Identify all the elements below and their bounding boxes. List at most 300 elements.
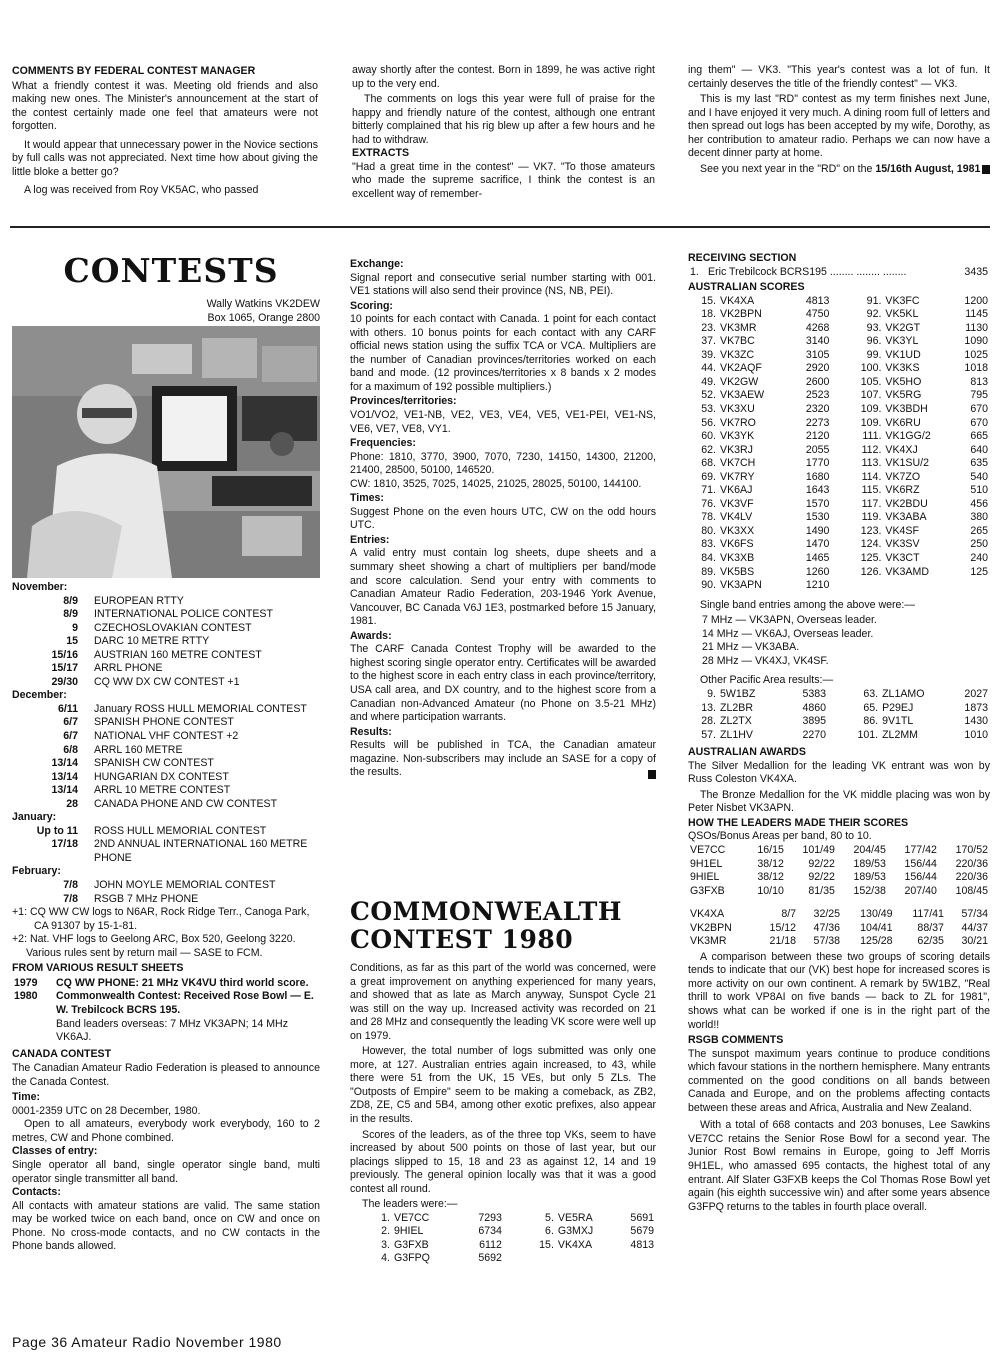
aus-score-cell: 1680 <box>805 470 830 483</box>
aus-score-cell: 456 <box>970 497 988 510</box>
band-score-cell: 152/38 <box>853 884 886 897</box>
aus-score-row <box>688 538 990 552</box>
aus-score-cell: 2273 <box>805 416 830 429</box>
aus-score-cell: 124. <box>860 538 882 551</box>
aus-score-cell: 665 <box>970 430 988 443</box>
aus-score-cell: VK3YK <box>720 430 755 443</box>
leader-cell: 1. <box>381 1211 390 1224</box>
contest-name: CANADA PHONE AND CW CONTEST <box>94 797 278 810</box>
contest-name: SPANISH PHONE CONTEST <box>94 716 234 729</box>
aus-score-cell: VK1UD <box>885 348 921 361</box>
contest-date: 6/7 <box>63 730 78 743</box>
aus-score-cell: VK3AMD <box>885 565 929 578</box>
aus-score-cell: VK7CH <box>720 457 756 470</box>
single-band-item: 28 MHz — VK4XJ, VK4SF. <box>702 654 829 667</box>
fcm-para-7: This is my last "RD" contest as my term finishes next June, and I have enjoyed it very much. A dining room full of letters and then spread out logs has been accepted by my wife, Dorothy, as her contribution to amateur radio. Perhaps we can now have a decent dinner party at home. <box>688 93 990 160</box>
pacific-score-row <box>688 688 990 702</box>
leader-cell: G3FPQ <box>394 1252 430 1265</box>
band-score-cell: 189/53 <box>853 871 886 884</box>
aus-score-row <box>688 322 990 336</box>
fcm-see-you: See you next year in the "RD" on the <box>700 162 873 175</box>
commonwealth-title-2: CONTEST 1980 <box>350 925 574 954</box>
commonwealth-column <box>350 898 656 1266</box>
aus-score-cell: VK2BPN <box>720 308 762 321</box>
aus-score-cell: 37. <box>701 335 716 348</box>
december-row <box>12 771 309 785</box>
operator-photo <box>12 326 320 578</box>
result-1980-text <box>54 990 320 1044</box>
aus-score-cell: 105. <box>860 375 882 388</box>
band-score-cell: 38/12 <box>757 857 784 870</box>
contest-name: HUNGARIAN DX CONTEST <box>94 770 229 783</box>
band-score-cell: 101/49 <box>802 843 835 856</box>
aus-score-row <box>688 457 990 471</box>
result-1979 <box>12 977 320 991</box>
band-score-row <box>688 885 990 899</box>
band-score-row <box>688 908 990 922</box>
fcm-heading: COMMENTS BY FEDERAL CONTEST MANAGER <box>12 65 256 77</box>
frequencies-phone: Phone: 1810, 3770, 3900, 7070, 7230, 14150, 14300, 21200, 21400, 28500, 50100, 146520. <box>350 450 656 477</box>
band-score-cell: 130/49 <box>860 908 893 921</box>
band-score-row <box>688 858 990 872</box>
pacific-score-row <box>688 729 990 743</box>
result-1979-text: CQ WW PHONE: 21 MHz VK4VU third world score. <box>56 976 309 989</box>
aus-score-cell: 670 <box>970 403 988 416</box>
band-score-cell: 16/15 <box>757 843 784 856</box>
pacific-score-cell: 4860 <box>802 701 827 714</box>
november-row <box>12 662 275 676</box>
how-leaders-heading: HOW THE LEADERS MADE THEIR SCORES <box>688 816 909 829</box>
comparison-text: A comparison between these two groups of scoring details tends to indicate that our (VK) best hope for increased scores is more activity on our own continent. A remark by 5W1BZ, "Real thrill to work VP8AI on five bands — back to ZL for 1981", shows what can be worked if one is in the right part of the world!! <box>688 950 990 1031</box>
canada-rules-column <box>350 258 656 781</box>
contest-date: 15 <box>66 635 78 648</box>
aus-score-cell <box>952 579 990 593</box>
leader-cell: 7293 <box>478 1211 502 1224</box>
december-row <box>12 716 309 730</box>
aus-score-cell: VK1SU/2 <box>885 457 929 470</box>
contest-name: CQ WW DX CW CONTEST +1 <box>94 675 240 688</box>
leader-cell: 4. <box>381 1252 390 1265</box>
contest-name: 2ND ANNUAL INTERNATIONAL 160 METRE PHONE <box>94 838 308 864</box>
leader-cell <box>526 1252 556 1266</box>
band-score-cell: 220/36 <box>955 857 988 870</box>
contest-date: 13/14 <box>51 770 78 783</box>
section-divider <box>10 226 990 228</box>
january-schedule <box>12 825 320 866</box>
aus-score-cell: 2320 <box>805 403 830 416</box>
aus-score-cell: 78. <box>701 511 716 524</box>
contest-name: JOHN MOYLE MEMORIAL CONTEST <box>94 879 276 892</box>
single-band-item: 21 MHz — VK3ABA. <box>702 641 800 654</box>
aus-score-cell: VK1GG/2 <box>885 430 931 443</box>
year-1980: 1980 <box>14 990 38 1003</box>
november-row <box>12 608 275 622</box>
contacts-heading: Contacts: <box>12 1186 61 1199</box>
contest-name: January ROSS HULL MEMORIAL CONTEST <box>94 702 307 715</box>
aus-score-cell: 84. <box>701 552 716 565</box>
receiving-rank: 1. <box>690 265 699 278</box>
fcm-para-4: away shortly after the contest. Born in 1899, he was active right up to the very end. <box>352 64 655 90</box>
aus-score-cell: 114. <box>861 470 882 483</box>
aus-score-cell: 640 <box>970 443 988 456</box>
band-score-cell: 92/22 <box>808 857 835 870</box>
rsgb-para-1: The sunspot maximum years continue to produce conditions which favour stations in the northern hemisphere. Many entrants commented on the good conditions on all bands between Canada and Europe, and on the problems affecting contacts between these areas and Africa, Australia and New Zealand. <box>688 1047 990 1114</box>
contest-name: EUROPEAN RTTY <box>94 594 184 607</box>
cw-para-1: Conditions, as far as this part of the world was concerned, were a great improvement on anything experienced for many years, and showed that as late as March anyway, Sunspot Cycle 21 was still on the way up. Increased activity was recorded on 21 and 28 MHz and consequently the leading VK score were well up on 1979. <box>350 962 656 1042</box>
pacific-score-cell: 28. <box>701 715 716 728</box>
november-row <box>12 595 275 609</box>
aus-score-cell: 1260 <box>805 565 830 578</box>
aus-score-row <box>688 484 990 498</box>
band-score-cell: 9HIEL <box>690 871 720 884</box>
aus-score-cell <box>883 579 951 593</box>
provinces-text: VO1/VO2, VE1-NB, VE2, VE3, VE4, VE5, VE1-PEI, VE1-NS, VE6, VE7, VE8, VY1. <box>350 409 656 435</box>
aus-score-cell: 2120 <box>805 430 830 443</box>
band-score-cell: 207/40 <box>904 884 937 897</box>
aus-score-cell: 93. <box>866 321 882 334</box>
leader-cell: 6112 <box>479 1238 502 1251</box>
band-score-cell: 62/35 <box>917 935 944 948</box>
leader-cell: 5692 <box>478 1252 502 1265</box>
december-schedule <box>12 703 309 811</box>
aus-score-cell: VK3ABA <box>885 511 927 524</box>
aus-score-cell: 795 <box>970 389 988 402</box>
aus-score-cell: 670 <box>970 416 988 429</box>
band-score-row <box>688 844 990 858</box>
aus-scores-heading: AUSTRALIAN SCORES <box>688 281 805 294</box>
aus-score-cell: VK3FC <box>885 294 920 307</box>
contest-name: DARC 10 METRE RTTY <box>94 635 210 648</box>
canada-heading: CANADA CONTEST <box>12 1047 112 1060</box>
aus-score-cell: 23. <box>701 321 716 334</box>
leaders-intro: The leaders were:— <box>362 1198 458 1211</box>
band-score-row <box>688 871 990 885</box>
band-score-cell: 92/22 <box>808 871 835 884</box>
leader-cell: 6. <box>545 1225 554 1238</box>
aus-score-row <box>688 511 990 525</box>
contest-date: 7/8 <box>63 879 78 892</box>
december-row <box>12 730 309 744</box>
single-band-item: 7 MHz — VK3APN, Overseas leader. <box>702 614 877 627</box>
contest-name: ARRL PHONE <box>94 662 163 675</box>
rsgb-heading: RSGB COMMENTS <box>688 1034 784 1047</box>
results-body: Results will be published in TCA, the Canadian amateur magazine. Non-subscribers may include an SASE for a copy of the results. <box>350 739 656 779</box>
february-label: February: <box>12 865 61 878</box>
operator-photo-image <box>12 326 320 578</box>
aus-score-cell: 71. <box>701 484 716 497</box>
aus-awards-heading: AUSTRALIAN AWARDS <box>688 746 806 759</box>
aus-score-cell: 107. <box>860 389 882 402</box>
pacific-score-cell: ZL2MM <box>882 728 918 741</box>
aus-score-cell: 2920 <box>805 362 830 375</box>
aus-score-cell: VK6AJ <box>720 484 753 497</box>
band-score-cell: 156/44 <box>904 871 937 884</box>
aus-score-cell: 91. <box>866 294 882 307</box>
leader-cell: 5679 <box>630 1225 654 1238</box>
contest-date: 13/14 <box>51 784 78 797</box>
band-score-cell: 170/52 <box>955 843 988 856</box>
pacific-score-cell: 5383 <box>802 687 827 700</box>
aus-score-cell: 99. <box>866 348 882 361</box>
contacts-text: All contacts with amateur stations are valid. The same station may be worked twice on each band, once on CW and once on Phone. No cross-mode contacts, and no CW contacts in the Phone bands allowed. <box>12 1199 320 1253</box>
aus-score-cell: 540 <box>970 470 988 483</box>
aus-score-cell: 3105 <box>805 348 830 361</box>
aus-score-cell: 112. <box>861 443 882 456</box>
contest-date: 8/9 <box>63 594 78 607</box>
contest-date: 8/9 <box>63 608 78 621</box>
february-schedule <box>12 879 278 906</box>
band-score-cell: 44/37 <box>961 921 988 934</box>
pacific-score-cell: P29EJ <box>882 701 914 714</box>
january-row <box>12 825 320 839</box>
aus-score-cell: 83. <box>701 538 716 551</box>
aus-score-cell: VK7ZO <box>885 470 921 483</box>
band-score-cell: VK3MR <box>690 935 727 948</box>
band-score-cell: 125/28 <box>860 935 893 948</box>
aus-score-cell: 265 <box>970 524 988 537</box>
leader-cell <box>615 1252 656 1266</box>
result-sheets-heading: FROM VARIOUS RESULT SHEETS <box>12 962 184 975</box>
end-block-icon <box>982 165 990 174</box>
aus-score-cell: VK5HO <box>885 375 922 388</box>
pacific-score-row <box>688 715 990 729</box>
aus-score-cell: 4268 <box>805 321 830 334</box>
byline-address: Box 1065, Orange 2800 <box>207 311 320 324</box>
aus-score-cell: 1018 <box>964 362 988 375</box>
aus-score-cell: VK3RJ <box>720 443 753 456</box>
pacific-score-cell: 3895 <box>802 715 827 728</box>
contest-name: ARRL 160 METRE <box>94 743 183 756</box>
aus-score-row <box>688 376 990 390</box>
aus-score-cell: 125 <box>970 565 988 578</box>
leader-row <box>362 1239 656 1253</box>
classes-text: Single operator all band, single operator single band, multi operator single transmitter all band. <box>12 1158 320 1185</box>
contest-name: ROSS HULL MEMORIAL CONTEST <box>94 824 267 837</box>
aus-score-cell: VK3CT <box>885 552 920 565</box>
january-label: January: <box>12 811 57 824</box>
single-band-intro: Single band entries among the above were:— <box>700 598 915 611</box>
leader-cell: 4813 <box>630 1238 654 1251</box>
band-score-cell: 156/44 <box>904 857 937 870</box>
note-1: +1: CQ WW CW logs to N6AR, Rock Ridge Terr., Canoga Park, CA 91307 by 15-1-81. <box>12 906 310 932</box>
aus-score-row <box>688 295 990 309</box>
leader-cell: 9HIEL <box>394 1225 424 1238</box>
aus-score-cell: VK4XJ <box>885 443 918 456</box>
fcm-para-3: A log was received from Roy VK5AC, who passed <box>24 184 259 197</box>
aus-score-cell: VK4XA <box>720 294 755 307</box>
aus-score-cell: 15. <box>701 294 716 307</box>
aus-score-cell: 90. <box>701 579 716 592</box>
aus-score-row <box>688 566 990 580</box>
december-row <box>12 744 309 758</box>
aus-score-cell: VK3VF <box>720 497 754 510</box>
entries-heading: Entries: <box>350 533 390 546</box>
cw-para-2: However, the total number of logs submitted was only one more, at 127. Australian entries again increased, to 43, while there were 51 from the UK, 15 VEs, but only 5 ZLs. The "Outposts of Empire" seem to be making a comeback, as ZB2, ZD8, ZE, C5 and 5B4, among other exotic prefixes, also appear in the results. <box>350 1045 656 1126</box>
leader-cell: 2. <box>381 1225 390 1238</box>
aus-score-cell: 1530 <box>805 511 830 524</box>
leaders-table <box>362 1212 656 1266</box>
aus-score-cell: 125. <box>860 552 882 565</box>
cw-para-3: Scores of the leaders, as of the three top VKs, seem to have increased by about 500 points on those of last year, but our placings slipped to 15, 18 and 23 as against 12, 14 and 19 previously. The general opinion locally was that it was a good contest all round. <box>350 1128 656 1195</box>
aus-score-cell: 123. <box>860 524 882 537</box>
aus-score-cell: 1465 <box>805 552 830 565</box>
band-score-cell: 81/35 <box>808 884 835 897</box>
aus-score-cell: VK3SV <box>885 538 920 551</box>
band-score-cell: VE7CC <box>690 843 726 856</box>
december-row <box>12 784 309 798</box>
leader-row <box>362 1212 656 1226</box>
pacific-score-cell: 63. <box>863 687 879 700</box>
result-sheets-table <box>12 977 320 1045</box>
aus-score-cell: 3140 <box>805 335 830 348</box>
leader-cell: 6734 <box>478 1225 502 1238</box>
note-3: Various rules sent by return mail — SASE to FCM. <box>26 946 263 959</box>
time-2: Open to all amateurs, everybody work everybody, 160 to 2 metres, CW and Phone combined. <box>12 1118 320 1144</box>
contest-date: 15/17 <box>51 662 78 675</box>
contest-date: 17/18 <box>51 838 78 851</box>
band-score-cell: 30/21 <box>961 935 988 948</box>
december-row <box>12 757 309 771</box>
aus-score-cell: VK3BDH <box>885 403 928 416</box>
aus-score-cell: VK2GT <box>885 321 921 334</box>
november-label: November: <box>12 581 68 593</box>
aus-scores-table <box>688 295 990 593</box>
leader-row <box>362 1225 656 1239</box>
aus-score-cell: 109. <box>860 403 882 416</box>
pacific-score-cell: 9V1TL <box>882 715 914 728</box>
aus-score-cell: 2600 <box>805 375 830 388</box>
top-col-1 <box>12 62 318 203</box>
how-leaders-sub: QSOs/Bonus Areas per band, 80 to 10. <box>688 830 872 843</box>
aus-score-cell: 111. <box>862 430 882 443</box>
receiving-table <box>688 266 990 280</box>
aus-score-cell: 113. <box>861 457 882 470</box>
aus-score-row <box>688 579 990 593</box>
pacific-score-cell: ZL1AMO <box>882 687 925 700</box>
band-score-cell: 15/12 <box>769 921 797 934</box>
pacific-score-cell: 5W1BZ <box>720 687 756 700</box>
pacific-score-cell: 1430 <box>964 715 988 728</box>
aus-score-cell: VK6RU <box>885 416 921 429</box>
leader-cell: G3FXB <box>394 1238 429 1251</box>
aus-score-cell: 510 <box>970 484 988 497</box>
leader-row <box>362 1252 656 1266</box>
aus-score-cell: 53. <box>701 403 716 416</box>
february-row <box>12 879 278 893</box>
aus-score-cell: 44. <box>701 362 716 375</box>
aus-score-cell: 100. <box>860 362 882 375</box>
aus-score-cell: 80. <box>701 524 716 537</box>
times-heading: Times: <box>350 492 384 505</box>
aus-score-cell: VK3YL <box>885 335 919 348</box>
classes-heading: Classes of entry: <box>12 1145 98 1158</box>
november-schedule <box>12 595 275 690</box>
band-score-cell: 104/41 <box>860 921 893 934</box>
contest-date: 7/8 <box>63 892 78 905</box>
leader-cell: 5691 <box>630 1211 654 1224</box>
aus-score-cell: VK4SF <box>885 524 919 537</box>
february-row <box>12 893 278 907</box>
aus-score-cell: 1130 <box>965 321 988 334</box>
aus-score-cell: 2523 <box>805 389 830 402</box>
contest-date: 6/11 <box>57 702 78 715</box>
result-1980b: Band leaders overseas: 7 MHz VK3APN; 14 MHz VK6AJ. <box>56 1017 288 1044</box>
december-label: December: <box>12 689 67 702</box>
aus-score-cell: 1025 <box>964 348 988 361</box>
leader-cell: 5. <box>545 1211 554 1224</box>
aus-score-cell: 1570 <box>805 497 830 510</box>
aus-score-row <box>688 552 990 566</box>
aus-score-cell: 4813 <box>805 294 830 307</box>
aus-score-row <box>688 430 990 444</box>
receiving-heading: RECEIVING SECTION <box>688 252 797 264</box>
aus-score-row <box>688 308 990 322</box>
aus-score-cell: VK3ZC <box>720 348 755 361</box>
aus-score-cell: VK4LV <box>720 511 753 524</box>
aus-score-cell: VK3APN <box>720 579 762 592</box>
band-score-cell: 220/36 <box>955 871 988 884</box>
pacific-score-cell: 65. <box>863 701 879 714</box>
awards-heading: Awards: <box>350 629 392 642</box>
aus-score-cell: 18. <box>701 308 716 321</box>
contest-date: 6/7 <box>63 716 78 729</box>
band-score-cell: 177/42 <box>904 843 937 856</box>
results-text <box>350 739 656 780</box>
aus-score-cell: 1145 <box>965 308 988 321</box>
single-band-list <box>688 614 990 668</box>
contest-date: Up to 11 <box>36 824 78 837</box>
aus-score-cell: 115. <box>861 484 882 497</box>
band-score-cell: 10/10 <box>757 884 784 897</box>
leader-cell: 3. <box>381 1238 390 1251</box>
aus-score-cell <box>853 579 883 593</box>
leaders-scores-table-2 <box>688 908 990 949</box>
note-2: +2: Nat. VHF logs to Geelong ARC, Box 520, Geelong 3220. <box>12 933 296 946</box>
aus-score-cell: 1210 <box>805 579 830 592</box>
aus-score-cell: VK5RG <box>885 389 922 402</box>
band-score-cell: 21/18 <box>769 935 797 948</box>
aus-score-cell: 119. <box>861 511 882 524</box>
band-score-row <box>688 922 990 936</box>
provinces-heading: Provinces/territories: <box>350 395 457 408</box>
byline-name: Wally Watkins VK2DEW <box>206 298 320 311</box>
pacific-score-cell: ZL2TX <box>720 715 752 728</box>
november-row <box>12 676 275 690</box>
contest-name: AUSTRIAN 160 METRE CONTEST <box>94 648 262 661</box>
aus-awards-1: The Silver Medallion for the leading VK entrant was won by Russ Coleston VK4XA. <box>688 759 990 786</box>
rsgb-para-2: With a total of 668 contacts and 203 bonuses, Lee Sawkins VE7CC retains the Senior Rose Bowl for a second year. The Junior Rost Bowl remains in Europe, going to Jeff Morris 9H1EL, who amassed 695 contacts, the highest total of any entrant. Alf Slater G3FXB keeps the Col Thomas Rose Bowl yet again (his eighth successive win) and after some years absence G3FPQ returns to the tables in fourth place overall. <box>688 1119 990 1213</box>
single-band-item: 14 MHz — VK6AJ, Overseas leader. <box>702 627 874 640</box>
aus-score-cell: 1490 <box>805 524 830 537</box>
pacific-score-cell: 86. <box>863 715 879 728</box>
leader-cell <box>556 1252 615 1266</box>
aus-score-cell: VK3KS <box>885 362 920 375</box>
contest-date: 9 <box>72 621 78 634</box>
contest-date: 6/8 <box>63 743 78 756</box>
band-score-cell: 189/53 <box>853 857 886 870</box>
results-heading: Results: <box>350 725 392 738</box>
aus-score-cell: 117. <box>861 497 882 510</box>
contest-date: 28 <box>66 797 78 810</box>
aus-score-cell: VK6RZ <box>885 484 920 497</box>
awards-text: The CARF Canada Contest Trophy will be awarded to the highest scoring single operator entry. Certificates will be awarded to the highest score in each entry class in each province/territory, USA call area, and DX country, and to the highest score from a Canadian non-Advanced Amateur (no Phone on 3.5-21 MHz) and where participation warrants. <box>350 643 656 724</box>
aus-score-cell: VK3AEW <box>720 389 765 402</box>
aus-score-cell: VK3MR <box>720 321 757 334</box>
contest-name: RSGB 7 MHz PHONE <box>94 892 199 905</box>
leader-cell: VE7CC <box>394 1211 430 1224</box>
aus-score-cell: 96. <box>866 335 882 348</box>
aus-score-cell: VK2BDU <box>885 497 928 510</box>
